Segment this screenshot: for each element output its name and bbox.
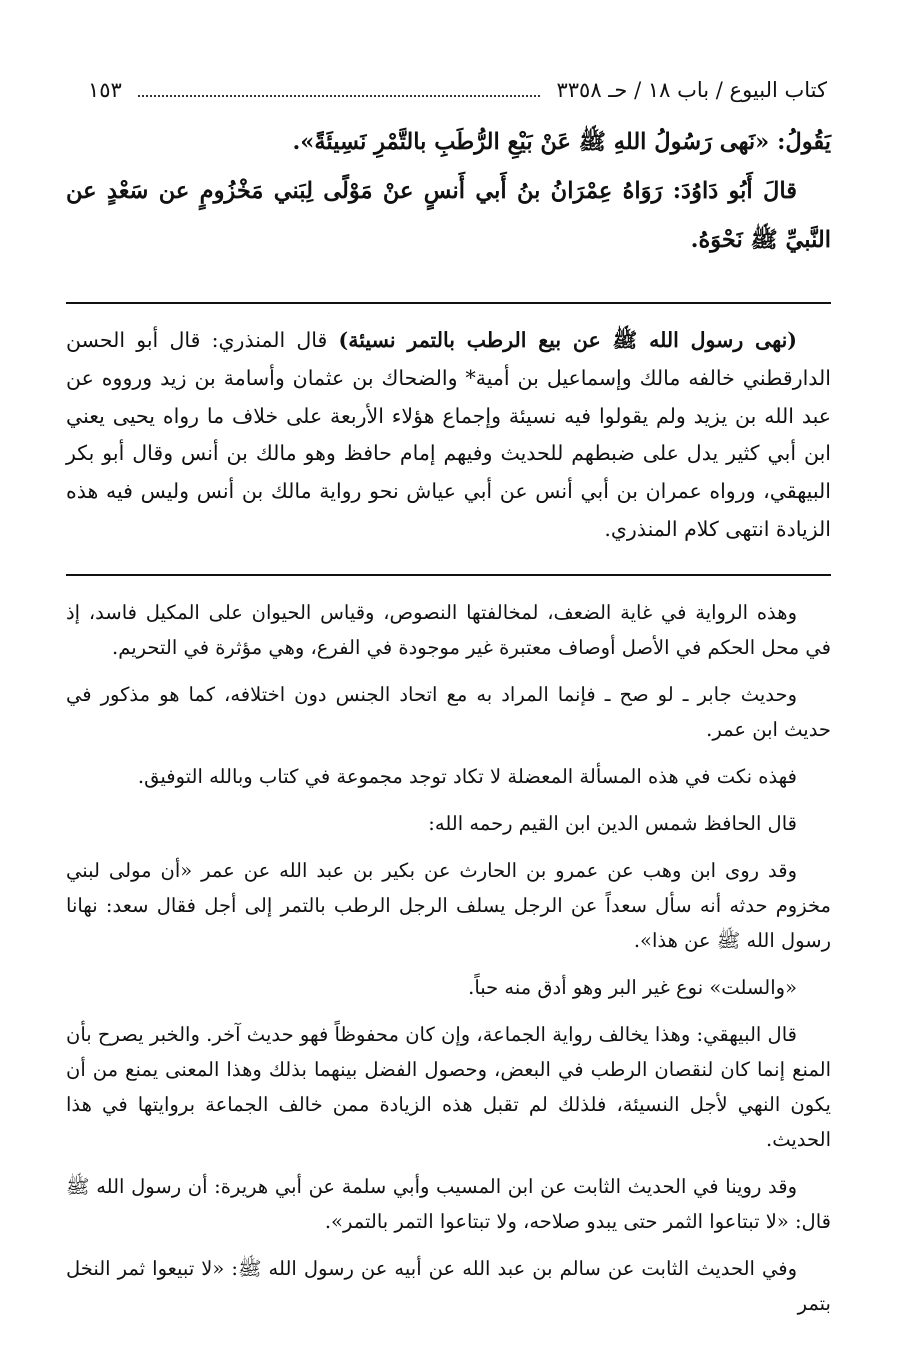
hadith-line: يَقُولُ: «نَهى رَسُولُ اللهِ ﷺ عَنْ بَيْعِ الرُّطَبِ بالتَّمْرِ نَسِيئَةً». [292,129,831,155]
commentary-paragraph: فهذه نكت في هذه المسألة المعضلة لا تكاد توجد مجموعة في كتاب وبالله التوفيق. [137,765,797,788]
commentary-paragraph: وفي الحديث الثابت عن سالم بن عبد الله عن أبيه عن رسول الله ﷺ: «لا تبيعوا ثمر النخل بتمر [66,1257,831,1315]
commentary-paragraph: وحديث جابر ـ لو صح ـ فإنما المراد به مع اتحاد الجنس دون اختلافه، كما هو مذكور في حديث ابن عمر. [66,683,831,741]
page-number: ١٥٣ [88,78,122,102]
commentary-paragraph: وقد روى ابن وهب عن عمرو بن الحارث عن بكير بن عبد الله عن عمر «أن مولى لبني مخزوم حدثه أنه سأل سعداً عن الرجل يسلف الرجل الرطب بالتمر إلى أجل فقال سعد: نهانا رسول الله ﷺ عن هذا». [66,859,831,952]
ibn-qayyim-commentary [66,595,831,1333]
divider-top [66,302,831,304]
abu-dawud-note: قالَ أَبُو دَاوُدَ: رَوَاهُ عِمْرَانُ بنُ أَبي أَنسٍ عنْ مَوْلًى لِبَني مَخْزُومٍ عن سَعْدٍ عن النَّبيِّ ﷺ نَحْوَهُ. [66,178,831,253]
commentary-paragraph: «والسلت» نوع غير البر وهو أدق منه حباً. [468,976,797,999]
commentary-paragraph: قال الحافظ شمس الدين ابن القيم رحمه الله: [428,812,797,835]
running-title: كتاب البيوع / باب ١٨ / حـ ٣٣٥٨ [556,78,827,102]
hadith-text [66,118,831,265]
divider-bottom [66,574,831,576]
dotted-leader [138,95,541,97]
mundhiri-paragraph [66,322,831,549]
commentary-paragraph: وهذه الرواية في غاية الضعف، لمخالفتها النصوص، وقياس الحيوان على المكيل فاسد، إذ في محل الحكم في الأصل أوصاف معتبرة غير موجودة في الفرع، وهي مؤثرة في التحريم. [66,601,831,659]
page-header [88,70,827,110]
mundhiri-commentary [66,322,831,549]
mundhiri-body: قال المنذري: قال أبو الحسن الدارقطني خالفه مالك وإسماعيل بن أمية* والضحاك بن عثمان وأسامة بن زيد ورووه عن عبد الله بن يزيد ولم يقولوا فيه نسيئة وإجماع هؤلاء الأربعة على خلاف ما رواه يحيى يعني ابن أبي كثير يدل على ضبطهم للحديث وفيهم إمام حافظ وهو مالك بن أنس وقال أبو بكر البيهقي، ورواه عمران بن أبي أنس عن أبي عياش نحو رواية مالك بن أنس وليس فيه هذه الزيادة انتهى كلام المنذري. [66,328,831,541]
commentary-paragraph: وقد روينا في الحديث الثابت عن ابن المسيب وأبي سلمة عن أبي هريرة: أن رسول الله ﷺ قال: «لا تبتاعوا الثمر حتى يبدو صلاحه، ولا تبتاعوا التمر بالتمر». [66,1175,831,1233]
mundhiri-lead: (نهى رسول الله ﷺ عن بيع الرطب بالتمر نسيئة) [338,328,797,352]
commentary-paragraph: قال البيهقي: وهذا يخالف رواية الجماعة، وإن كان محفوظاً فهو حديث آخر. والخبر يصرح بأن المنع إنما كان لنقصان الرطب في البعض، وحصول الفضل بينهما بذلك وهذا المعنى يمنع من أن يكون النهي لأجل النسيئة، فلذلك لم تقبل هذه الزيادة ممن خالف الجماعة بروايتها في هذا الحديث. [66,1023,831,1151]
